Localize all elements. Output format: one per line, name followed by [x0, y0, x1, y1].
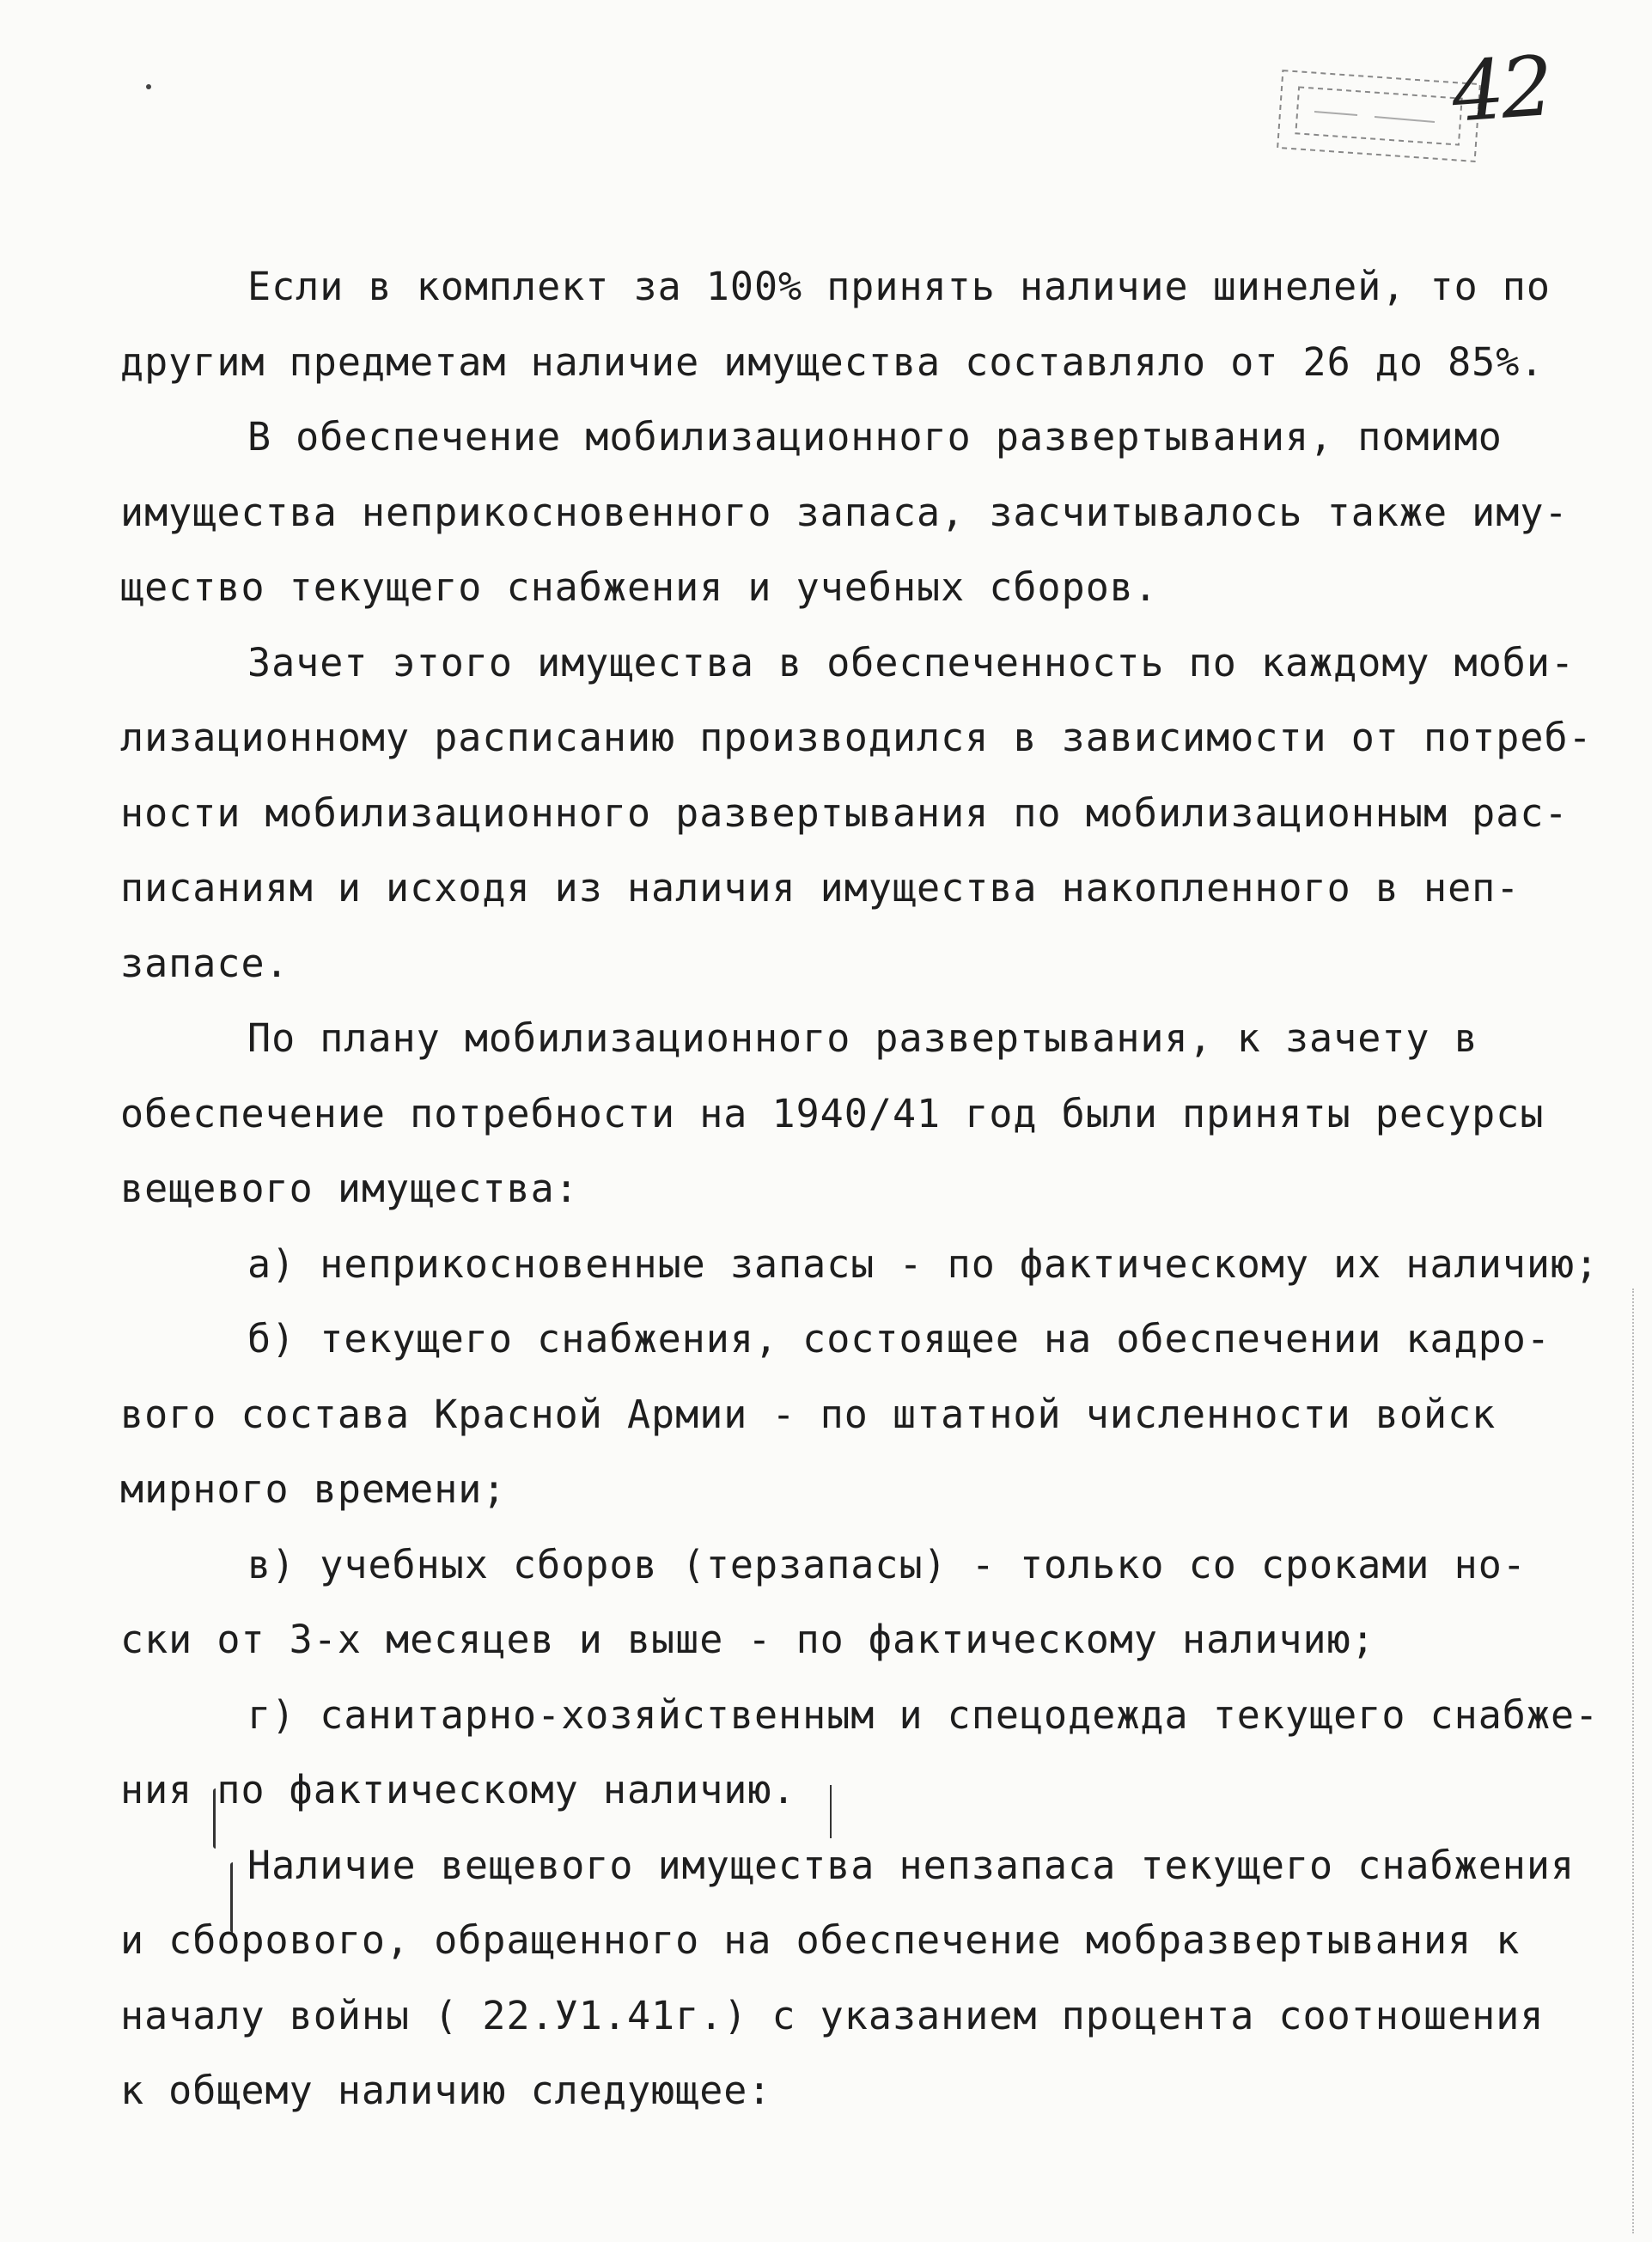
- text-line: ски от 3-х месяцев и выше - по фактическому наличию;: [120, 1617, 1375, 1662]
- text-line: писаниям и исходя из наличия имущества накопленного в неп-: [120, 865, 1521, 911]
- text-line: По плану мобилизационного развертывания, к зачету в: [247, 1015, 1478, 1061]
- text-line: лизационному расписанию производился в зависимости от потреб-: [120, 715, 1593, 760]
- handwritten-mark: [830, 1785, 832, 1838]
- list-item-b: б) текущего снабжения, состоящее на обеспечении кадро-: [247, 1316, 1551, 1362]
- text-line: ности мобилизационного развертывания по мобилизационным рас-: [120, 789, 1569, 836]
- text-line: щество текущего снабжения и учебных сборов.: [120, 564, 1158, 610]
- page-edge-shadow: [1632, 1289, 1634, 2233]
- list-item-d: г) санитарно-хозяйственным и спецодежда текущего снабже-: [247, 1691, 1600, 1738]
- text-line: другим предметам наличие имущества составляло от 26 до 85%.: [120, 338, 1545, 385]
- text-line: и сборового, обращенного на обеспечение мобразвертывания к: [120, 1917, 1521, 1963]
- list-item-c: в) учебных сборов (терзапасы) - только со сроками но-: [247, 1541, 1527, 1587]
- text-line: запасе.: [120, 940, 290, 986]
- text-line: Если в комплект за 100% принять наличие шинелей, то по: [247, 264, 1551, 309]
- ink-dot: [146, 84, 151, 89]
- text-line: обеспечение потребности на 1940/41 год были приняты ресурсы: [120, 1090, 1545, 1136]
- list-item-a: а) неприкосновенные запасы - по фактическому их наличию;: [247, 1240, 1600, 1287]
- text-line: Зачет этого имущества в обеспеченность по каждому моби-: [247, 639, 1576, 685]
- text-line: мирного времени;: [120, 1466, 507, 1512]
- text-line: Наличие вещевого имущества непзапаса текущего снабжения: [247, 1842, 1576, 1888]
- text-line: к общему наличию следующее:: [120, 2068, 772, 2113]
- text-line: вого состава Красной Армии - по штатной численности войск: [120, 1391, 1497, 1437]
- document-body: [120, 249, 1649, 2129]
- handwritten-bracket: [213, 1788, 216, 1849]
- text-line: имущества неприкосновенного запаса, засчитывалось также иму-: [120, 489, 1569, 535]
- text-line: ния по фактическому наличию.: [120, 1767, 796, 1812]
- text-line: вещевого имущества:: [120, 1166, 579, 1211]
- text-line: В обеспечение мобилизационного развертывания, помимо: [247, 414, 1503, 460]
- page-number: 42: [1448, 38, 1553, 141]
- text-line: началу войны ( 22.У1.41г.) с указанием процента соотношения: [120, 1992, 1545, 2038]
- handwritten-bracket: [230, 1862, 233, 1933]
